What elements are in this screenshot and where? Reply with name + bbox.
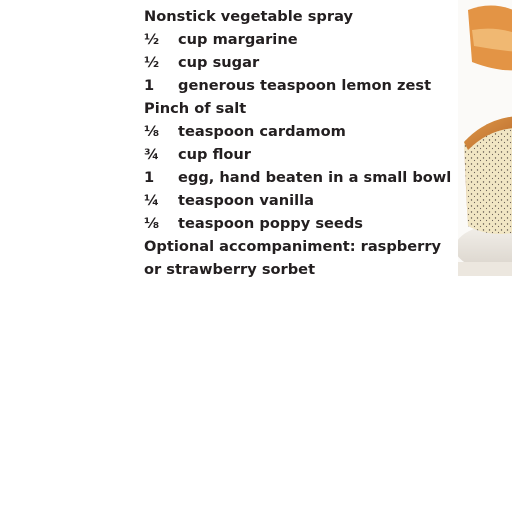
ingredient-item: ⅛ teaspoon poppy seeds <box>144 215 363 232</box>
ingredient-item: ½ cup margarine <box>144 31 298 48</box>
ingredient-item: Nonstick vegetable spray <box>144 8 353 25</box>
cake-photo-image <box>458 0 512 276</box>
ingredient-item: 1 egg, hand beaten in a small bowl <box>144 169 452 186</box>
ingredient-item: Optional accompaniment: raspberry <box>144 238 442 255</box>
ingredient-item: Pinch of salt <box>144 100 247 117</box>
ingredient-item: ¾ cup flour <box>144 146 251 163</box>
cake-photo <box>458 0 512 276</box>
ingredient-item: ½ cup sugar <box>144 54 260 71</box>
ingredient-item: ¼ teaspoon vanilla <box>144 192 314 209</box>
ingredient-item: ⅛ teaspoon cardamom <box>144 123 346 140</box>
ingredient-item: or strawberry sorbet <box>144 261 316 278</box>
ingredient-item: 1 generous teaspoon lemon zest <box>144 77 432 94</box>
